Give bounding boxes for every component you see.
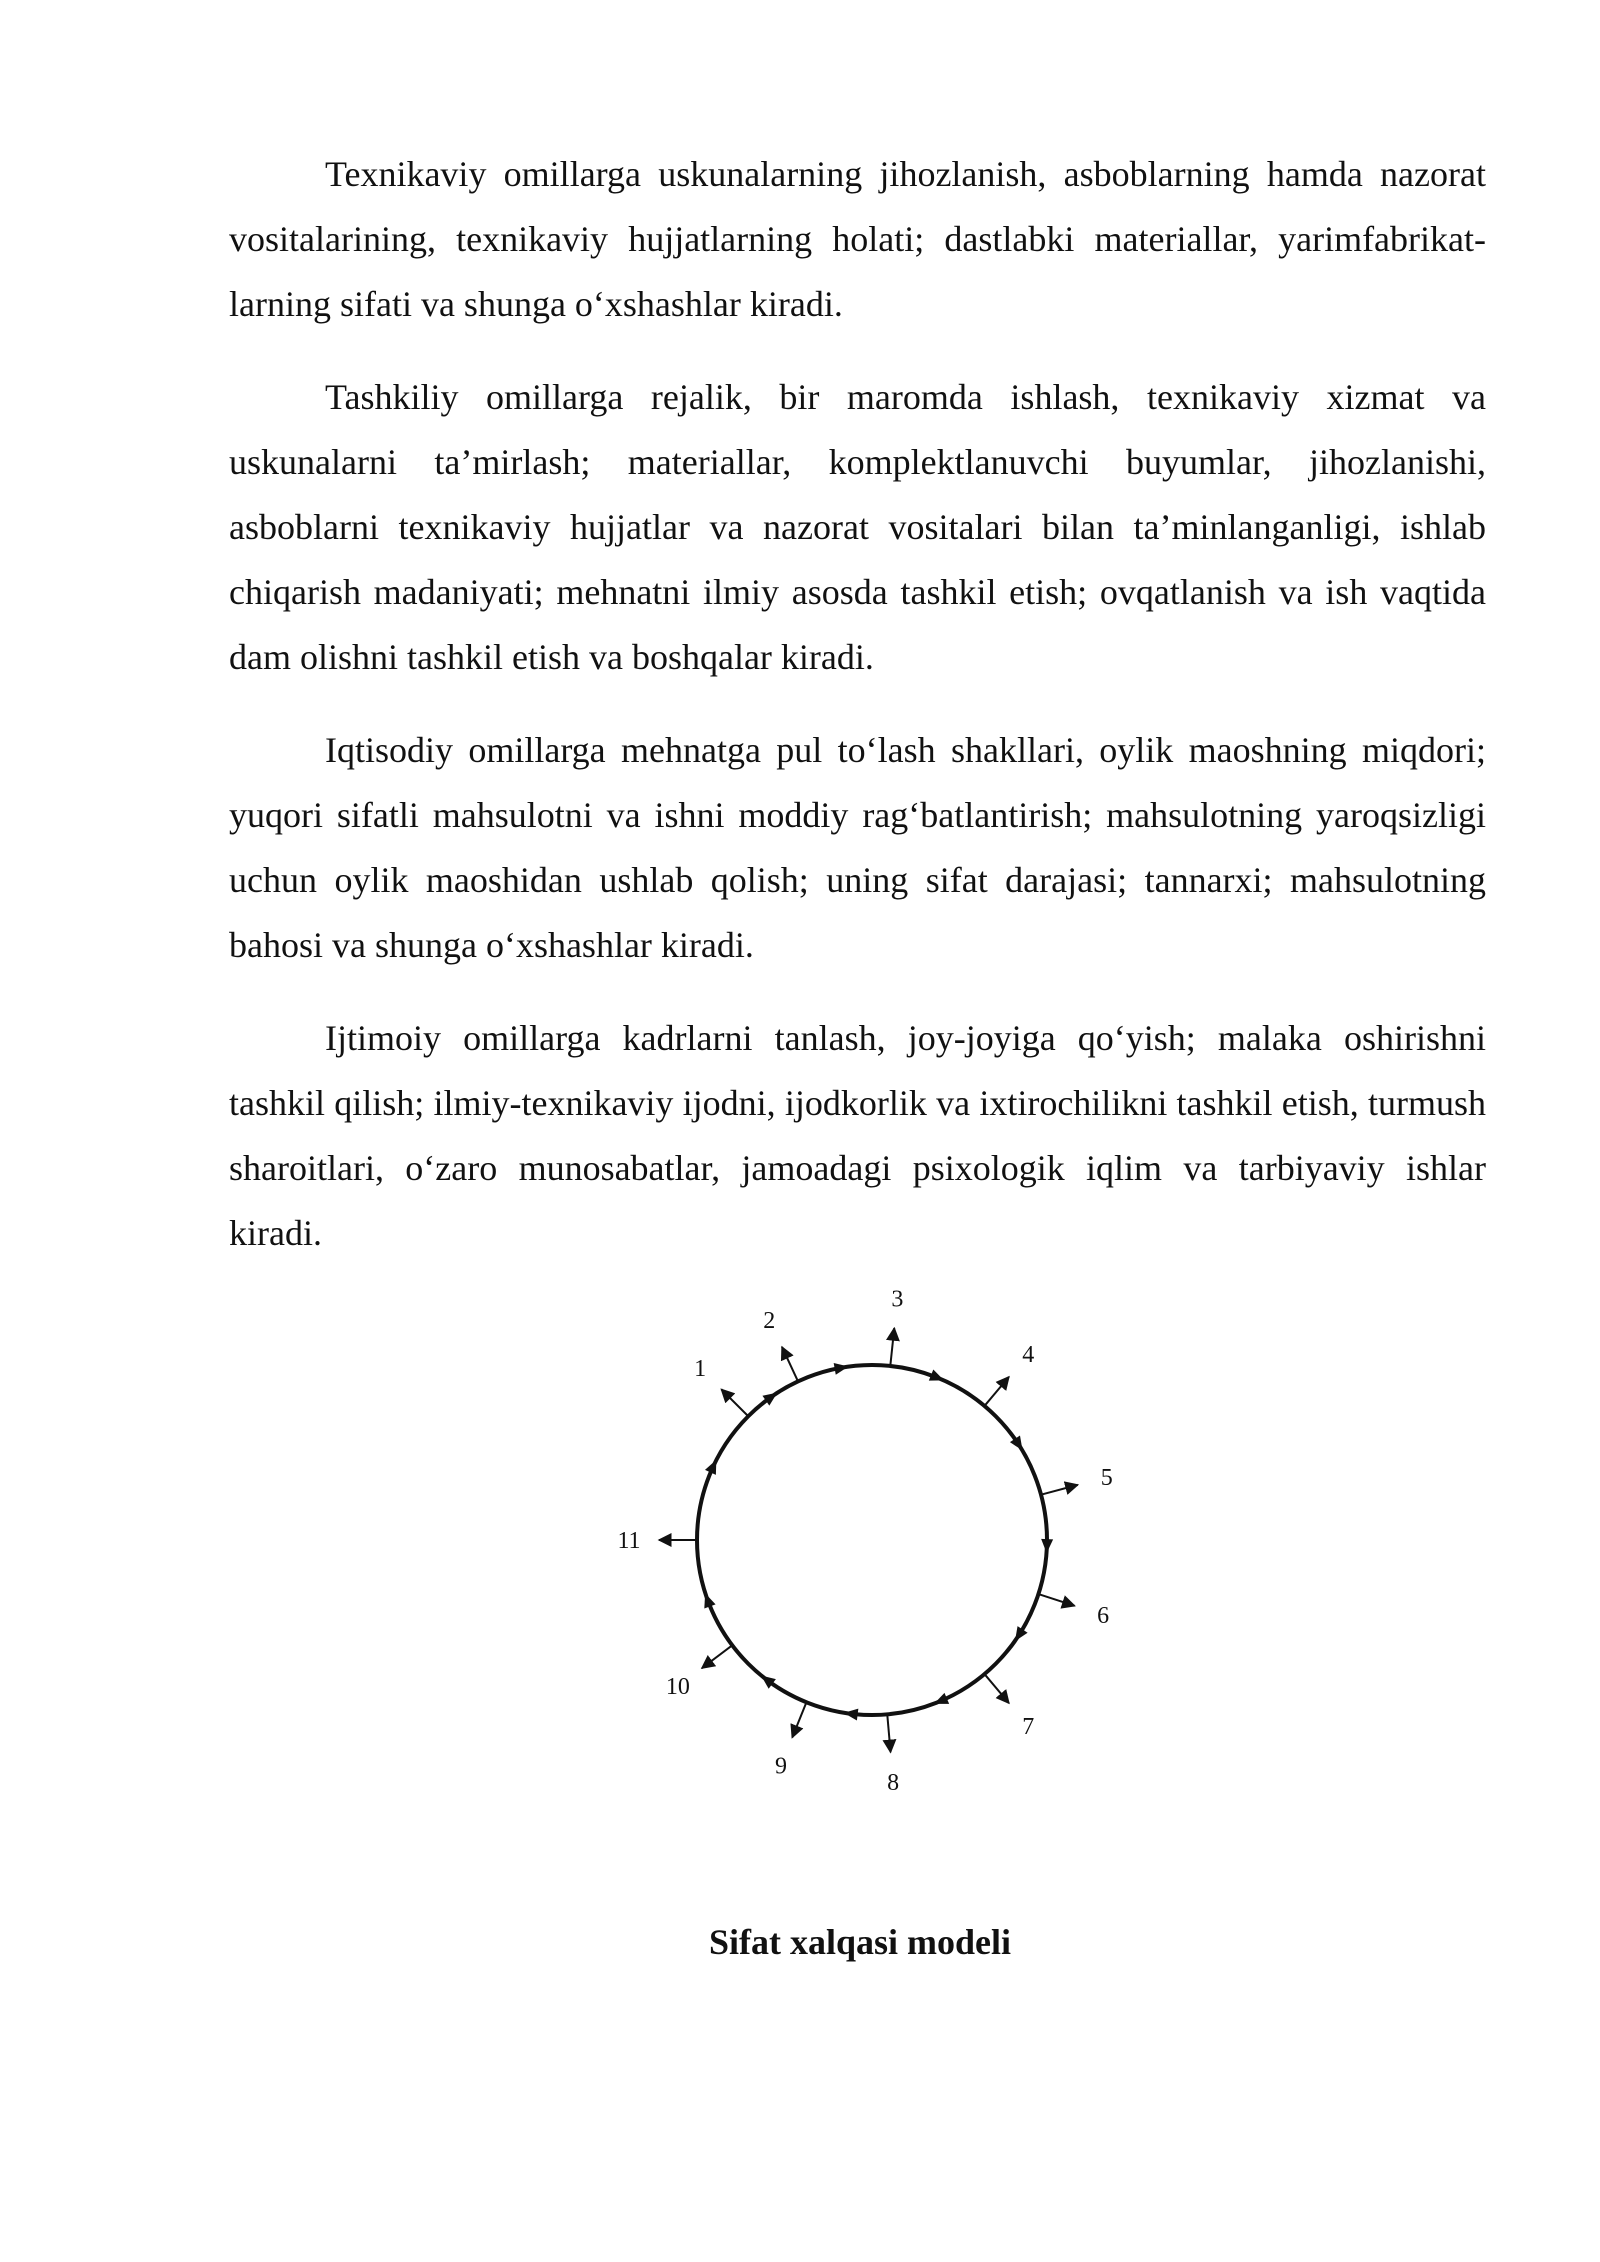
loop-direction-arrow <box>705 1457 722 1475</box>
stage-label-10: 10 <box>665 1674 690 1701</box>
stage-label-4: 4 <box>1022 1341 1035 1368</box>
quality-loop-diagram <box>600 1285 1120 1805</box>
stage-label-3: 3 <box>891 1286 904 1313</box>
loop-direction-arrow <box>932 1693 950 1710</box>
stage-label-8: 8 <box>887 1770 900 1797</box>
paragraph-technical-factors: Texnikaviy omillarga uskunalarning jihozlanish, asboblarning hamda nazorat vositalarining, texnikaviy hujjatlarning holati; dastlabki materiallar, yarimfabrikat-larning sifati va shunga o‘xshashlar kiradi. <box>229 154 1486 324</box>
stage-arrow-10 <box>702 1645 732 1668</box>
body-text <box>229 142 1486 1294</box>
stage-label-6: 6 <box>1097 1603 1110 1630</box>
stage-label-9: 9 <box>774 1753 787 1780</box>
stage-labels <box>617 1286 1112 1796</box>
stage-arrows <box>659 1328 1078 1752</box>
stage-label-5: 5 <box>1100 1465 1113 1492</box>
stage-label-2: 2 <box>763 1307 776 1334</box>
loop-circle <box>697 1365 1047 1715</box>
stage-arrow-9 <box>792 1702 806 1737</box>
stage-arrow-2 <box>782 1347 798 1381</box>
loop-direction-arrow <box>929 1370 946 1386</box>
paragraph-economic-factors: Iqtisodiy omillarga mehnatga pul to‘lash shakllari, oylik maoshning miqdori; yuqori sifatli mahsulotni va ishni moddiy rag‘batlantirish; mahsulotning yaroqsizligi uchun oylik maoshidan ushlab qolish; uning sifat darajasi; tannarxi; mahsulotning bahosi va shunga o‘xshashlar kiradi. <box>229 730 1486 965</box>
figure-caption: Sifat xalqasi modeli <box>708 1922 1012 1962</box>
loop-direction-arrow <box>1041 1539 1053 1553</box>
stage-arrow-7 <box>984 1674 1008 1703</box>
loop-direction-arrow <box>843 1707 858 1721</box>
stage-arrow-6 <box>1038 1594 1074 1606</box>
paragraph-social-factors: Ijtimoiy omillarga kadrlarni tanlash, joy-joyiga qo‘yish; malaka oshirishni tashkil qilish; ilmiy-texnikaviy ijodni, ijodkorlik va ixtirochilikni tashkil etish, turmush sharoitlari, o‘zaro munosabatlar, jamoadagi psixologik iqlim va tarbiyaviy ishlar kiradi. <box>229 1018 1486 1253</box>
stage-arrow-8 <box>887 1714 890 1752</box>
stage-arrow-5 <box>1041 1485 1078 1495</box>
stage-label-1: 1 <box>694 1356 707 1383</box>
stage-label-7: 7 <box>1022 1714 1035 1741</box>
stage-label-11: 11 <box>617 1528 641 1554</box>
stage-arrow-3 <box>890 1328 894 1366</box>
quality-loop-svg <box>600 1285 1120 1805</box>
paragraph-organizational-factors: Tashkiliy omillarga rejalik, bir maromda ishlash, texnikaviy xizmat va uskunalarni ta’mirlash; materiallar, komplektlanuvchi buyumlar, jihozlanishi, asboblarni texnikaviy hujjatlar va nazorat vositalari bilan ta’minlanganligi, ishlab chiqarish madaniyati; mehnatni ilmiy asosda tashkil etish; ovqatlanish va ish vaqtida dam olishni tashkil etish va boshqalar kiradi. <box>229 377 1486 677</box>
stage-arrow-4 <box>984 1377 1008 1406</box>
stage-arrow-1 <box>721 1389 748 1416</box>
